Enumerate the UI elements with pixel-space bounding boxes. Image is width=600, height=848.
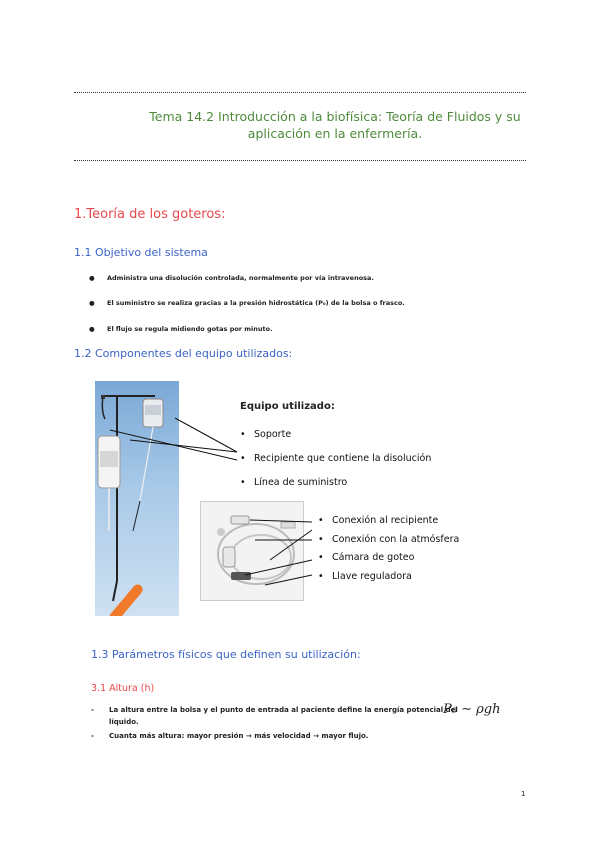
equipment-item: • Soporte bbox=[240, 429, 292, 440]
bullet-item: ● El flujo se regula midiendo gotas por minuto. bbox=[89, 325, 273, 333]
bullet-item: ● Administra una disolución controlada, normalmente por vía intravenosa. bbox=[89, 274, 374, 282]
equipment-item: • Recipiente que contiene la disolución bbox=[240, 453, 432, 464]
section-heading-1: 1.Teoría de los goteros: bbox=[74, 207, 226, 222]
subsection-heading-1-1: 1.1 Objetivo del sistema bbox=[74, 246, 208, 259]
subsection-heading-1-2: 1.2 Componentes del equipo utilizados: bbox=[74, 347, 293, 360]
equipment-detail-item: • Llave reguladora bbox=[318, 571, 412, 582]
iv-stand-photo bbox=[95, 381, 179, 616]
body-line: líquido. bbox=[109, 718, 139, 726]
text-dash: - bbox=[91, 732, 94, 740]
page-number: 1 bbox=[521, 790, 526, 798]
equipment-title: Equipo utilizado: bbox=[240, 401, 335, 412]
subsection-heading-1-3: 1.3 Parámetros físicos que definen su utilización: bbox=[91, 648, 361, 661]
infusion-set-photo bbox=[200, 501, 304, 601]
equipment-detail-item: • Conexión al recipiente bbox=[318, 515, 439, 526]
top-divider bbox=[74, 92, 526, 93]
title-divider bbox=[74, 160, 526, 161]
subsection-heading-3-1: 3.1 Altura (h) bbox=[91, 683, 155, 694]
bullet-item: ● El suministro se realiza gracias a la presión hidrostática (P₀) de la bolsa o frasco. bbox=[89, 299, 405, 307]
pressure-formula: P₀ ∼ ρgh bbox=[443, 702, 501, 717]
document-title: Tema 14.2 Introducción a la biofísica: Teoría de Fluidos y su aplicación en la enfermería. bbox=[149, 109, 521, 141]
equipment-detail-item: • Cámara de goteo bbox=[318, 552, 415, 563]
equipment-item: • Línea de suministro bbox=[240, 477, 348, 488]
equipment-detail-item: • Conexión con la atmósfera bbox=[318, 534, 460, 545]
body-line: La altura entre la bolsa y el punto de entrada al paciente define la energía potencial del bbox=[109, 706, 458, 714]
body-line: Cuanta más altura: mayor presión → más velocidad → mayor flujo. bbox=[109, 732, 369, 740]
text-dash: - bbox=[91, 706, 94, 714]
